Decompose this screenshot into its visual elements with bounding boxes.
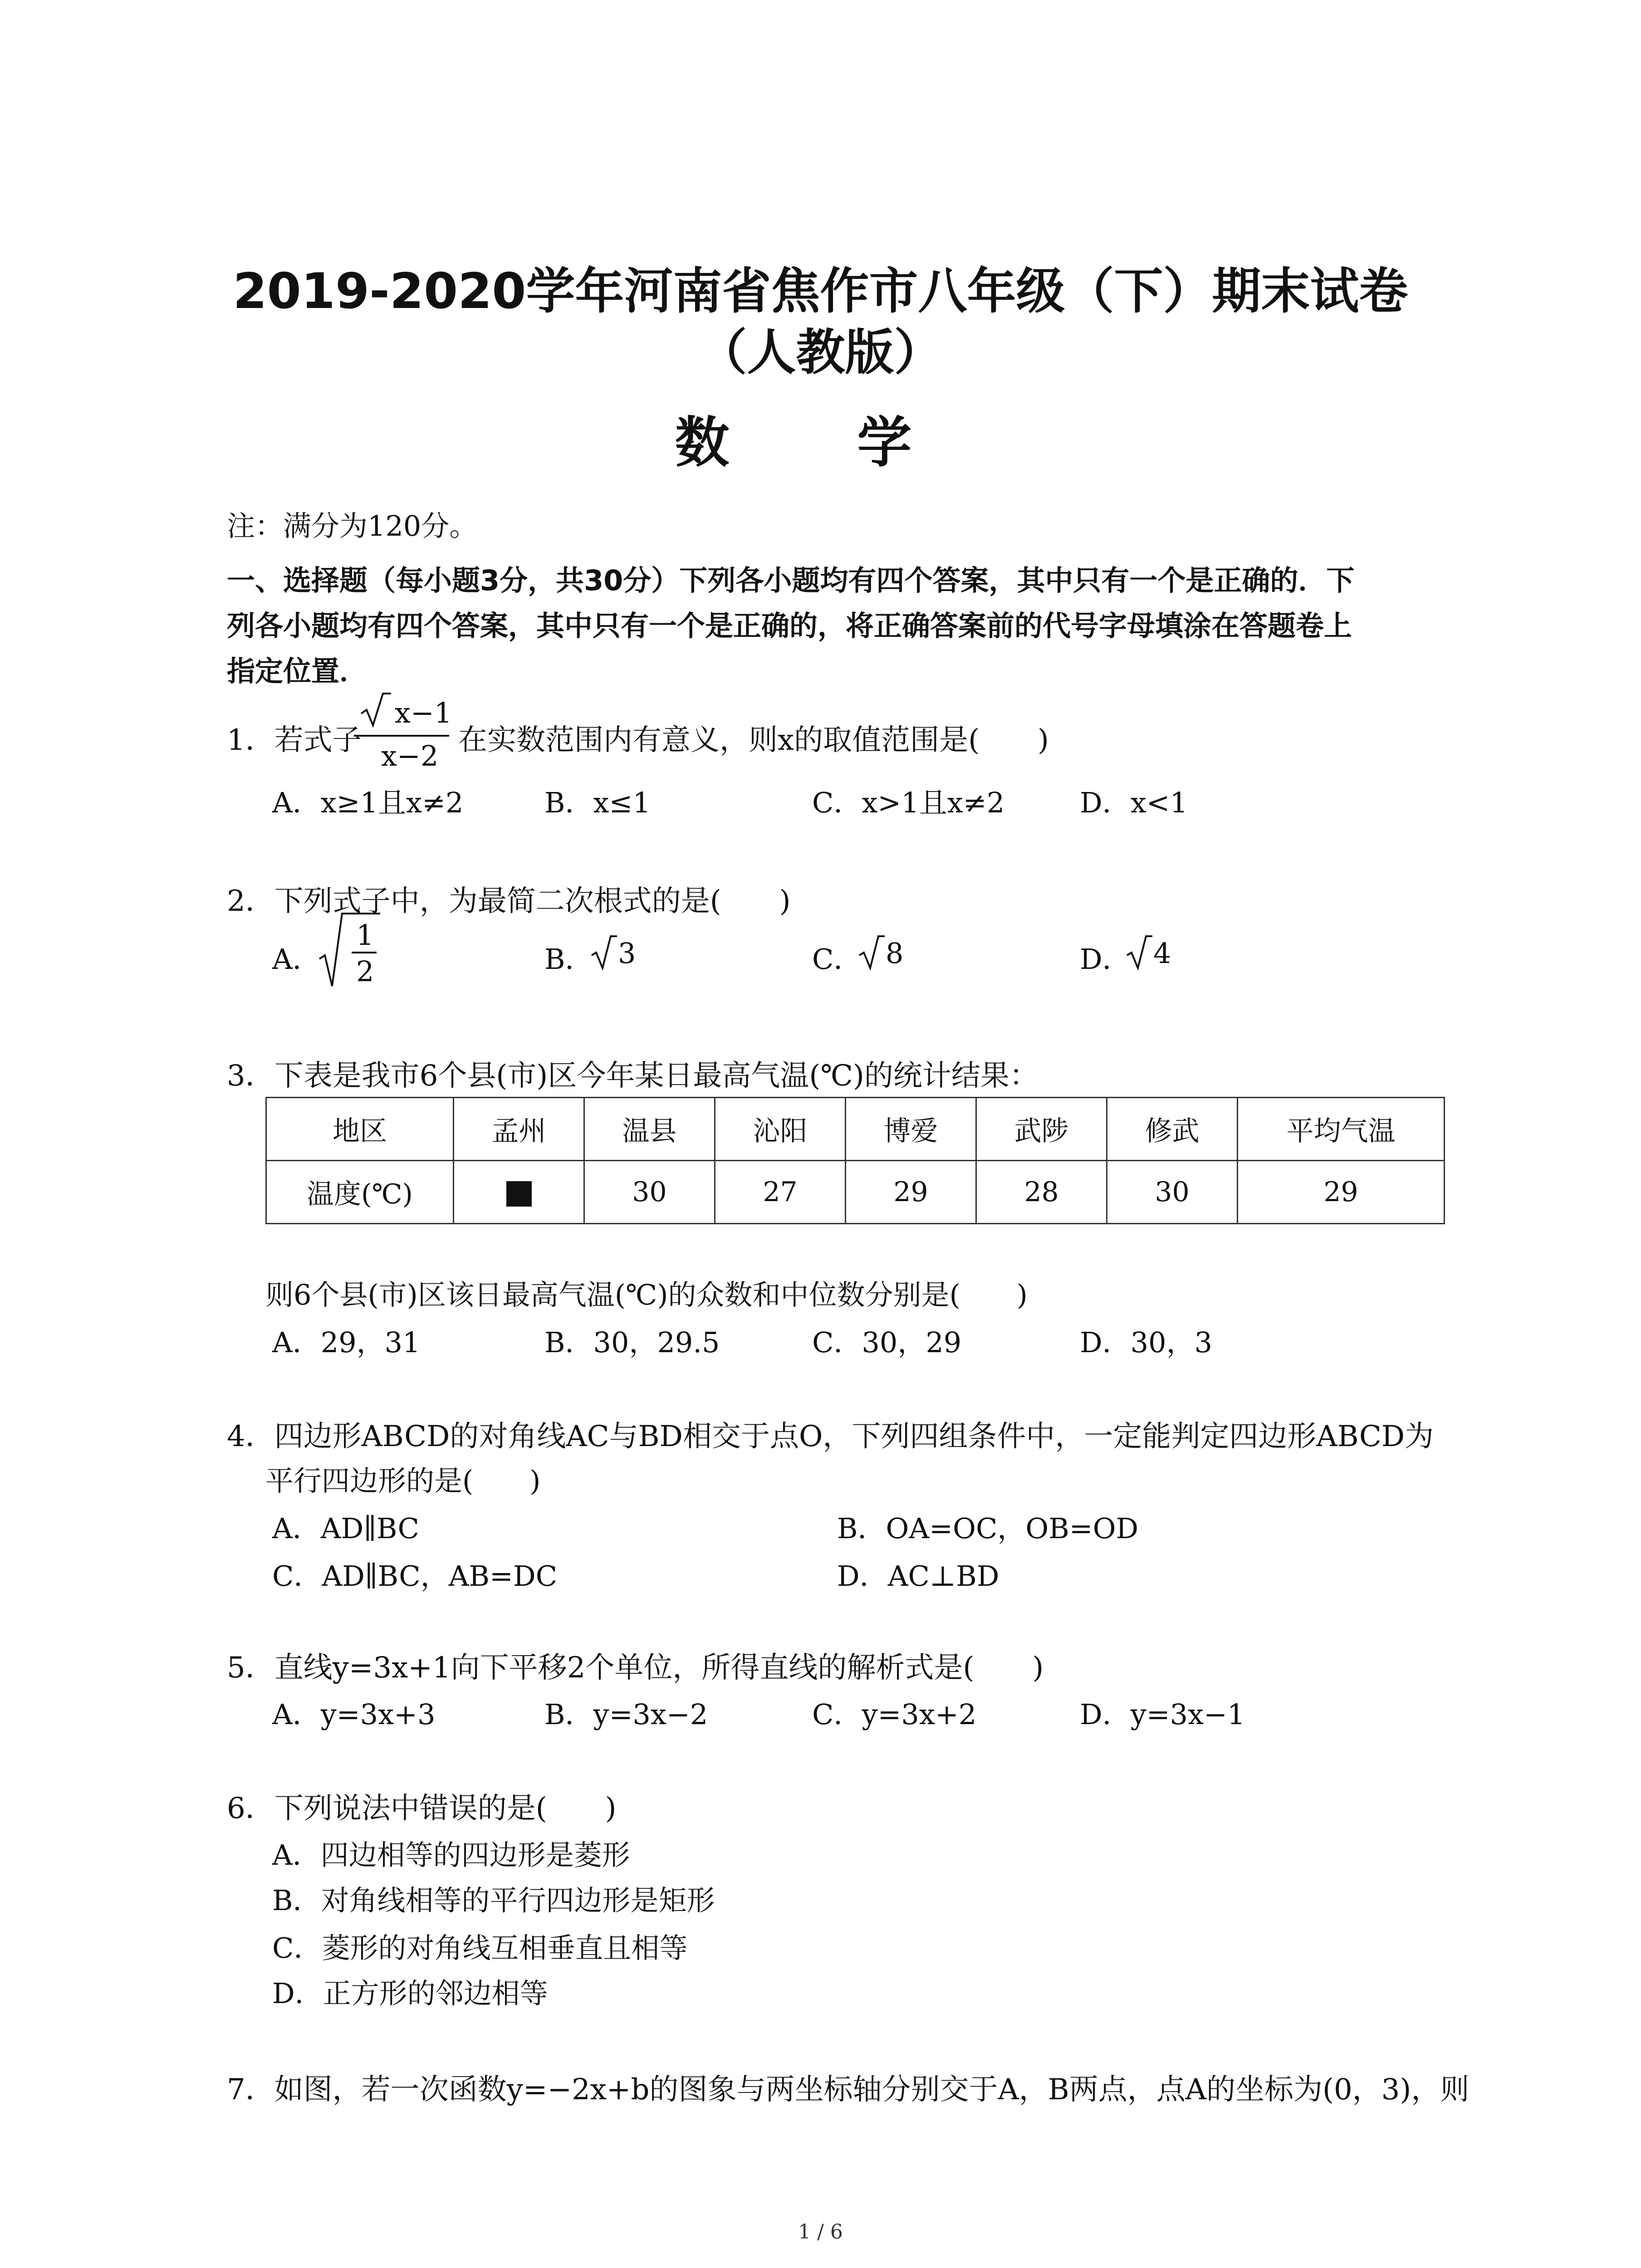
hidden-value-cell bbox=[454, 1161, 584, 1224]
table-cell: 30 bbox=[584, 1161, 715, 1224]
table-header-cell: 平均气温 bbox=[1238, 1098, 1445, 1161]
subject-title: 数 学 bbox=[675, 411, 966, 474]
question-3-option-d: D．30，3 bbox=[1080, 1326, 1213, 1359]
page-number: 1 / 6 bbox=[798, 2220, 843, 2244]
question-2-option-a-numerator: 1 bbox=[356, 919, 374, 952]
question-2-option-c-radicand: 8 bbox=[886, 937, 904, 970]
question-3-option-c: C．30，29 bbox=[812, 1326, 962, 1359]
question-1-option-c: C．x>1且x≠2 bbox=[812, 786, 1005, 819]
question-2-stem: 2．下列式子中，为最简二次根式的是( ) bbox=[227, 885, 791, 918]
question-7-stem: 7．如图，若一次函数y=−2x+b的图象与两坐标轴分别交于A，B两点，点A的坐标为(0，3)，则 bbox=[227, 2073, 1470, 2107]
question-1-option-d: D．x<1 bbox=[1080, 786, 1188, 819]
question-1-numerator: x−1 bbox=[395, 696, 452, 729]
table-cell: 30 bbox=[1107, 1161, 1238, 1224]
question-5-stem: 5．直线y=3x+1向下平移2个单位，所得直线的解析式是( ) bbox=[227, 1651, 1044, 1685]
question-6-option-b: B．对角线相等的平行四边形是矩形 bbox=[272, 1884, 715, 1917]
question-3-option-a: A．29，31 bbox=[272, 1326, 421, 1359]
question-6-option-c: C．菱形的对角线互相垂直且相等 bbox=[272, 1931, 688, 1965]
question-2-option-d-radicand: 4 bbox=[1153, 937, 1171, 970]
sqrt-bar bbox=[348, 913, 380, 914]
question-1-prefix: 1．若式子 bbox=[227, 723, 362, 757]
question-2-option-c-label: C． bbox=[812, 943, 862, 976]
question-6-stem: 6．下列说法中错误的是( ) bbox=[227, 1792, 617, 1825]
question-4-stem-line1: 4．四边形ABCD的对角线AC与BD相交于点O，下列四组条件中，一定能判定四边形ABCD为 bbox=[227, 1420, 1434, 1453]
question-1-denominator: x−2 bbox=[381, 739, 439, 772]
question-1-suffix: 在实数范围内有意义，则x的取值范围是( ) bbox=[458, 723, 1049, 757]
sqrt-sign-icon bbox=[318, 912, 349, 989]
table-header-cell: 孟州 bbox=[454, 1098, 584, 1161]
sqrt-sign-icon bbox=[359, 692, 391, 728]
question-3-stem: 3．下表是我市6个县(市)区今年某日最高气温(℃)的统计结果： bbox=[227, 1059, 1038, 1093]
temperature-table bbox=[265, 1097, 1445, 1224]
question-1-option-b: B．x≤1 bbox=[544, 786, 651, 819]
table-header-cell: 地区 bbox=[266, 1098, 454, 1161]
question-5-option-a: A．y=3x+3 bbox=[272, 1698, 436, 1731]
score-note: 注：满分为120分。 bbox=[227, 509, 478, 543]
question-2-option-b-radicand: 3 bbox=[618, 937, 636, 970]
question-3-option-b: B．30，29.5 bbox=[544, 1326, 720, 1359]
section-instruction-line1: 一、选择题（每小题3分，共30分）下列各小题均有四个答案，其中只有一个是正确的．下 bbox=[227, 564, 1355, 597]
question-4-option-c: C．AD∥BC，AB=DC bbox=[272, 1559, 558, 1593]
question-5-option-b: B．y=3x−2 bbox=[544, 1698, 708, 1731]
table-header-cell: 博爱 bbox=[846, 1098, 976, 1161]
section-instruction-line3: 指定位置． bbox=[227, 655, 368, 688]
black-square-icon bbox=[506, 1181, 532, 1207]
table-header-cell: 沁阳 bbox=[715, 1098, 846, 1161]
fraction-line bbox=[354, 735, 449, 737]
question-2-option-b-label: B． bbox=[544, 943, 593, 976]
table-header-row bbox=[266, 1098, 1445, 1161]
exam-title: 2019-2020学年河南省焦作市八年级（下）期末试卷 bbox=[233, 263, 1408, 320]
fraction-line bbox=[352, 952, 377, 953]
question-6-option-a: A．四边相等的四边形是菱形 bbox=[272, 1838, 630, 1872]
question-4-option-b: B．OA=OC，OB=OD bbox=[837, 1512, 1139, 1545]
question-5-option-d: D．y=3x−1 bbox=[1080, 1698, 1245, 1731]
question-3-followup: 则6个县(市)区该日最高气温(℃)的众数和中位数分别是( ) bbox=[265, 1278, 1028, 1311]
question-2-option-a-denominator: 2 bbox=[356, 955, 374, 988]
question-4-stem-line2: 平行四边形的是( ) bbox=[265, 1464, 541, 1497]
table-cell: 29 bbox=[1238, 1161, 1445, 1224]
table-cell: 27 bbox=[715, 1161, 846, 1224]
question-4-option-d: D．AC⊥BD bbox=[837, 1559, 999, 1593]
table-header-cell: 温县 bbox=[584, 1098, 715, 1161]
question-5-option-c: C．y=3x+2 bbox=[812, 1698, 977, 1731]
table-row bbox=[266, 1161, 1445, 1224]
table-header-cell: 武陟 bbox=[976, 1098, 1107, 1161]
table-cell: 29 bbox=[846, 1161, 976, 1224]
table-cell: 28 bbox=[976, 1161, 1107, 1224]
table-header-cell: 修武 bbox=[1107, 1098, 1238, 1161]
sqrt-sign-icon bbox=[857, 934, 885, 971]
question-4-option-a: A．AD∥BC bbox=[272, 1512, 420, 1545]
sqrt-sign-icon bbox=[1125, 934, 1152, 971]
question-1-option-a: A．x≥1且x≠2 bbox=[272, 786, 464, 819]
section-instruction-line2: 列各小题均有四个答案，其中只有一个是正确的，将正确答案前的代号字母填涂在答题卷上 bbox=[227, 609, 1352, 642]
question-2-option-d-label: D． bbox=[1080, 943, 1131, 976]
table-row-label: 温度(℃) bbox=[266, 1161, 454, 1224]
exam-edition: （人教版） bbox=[698, 324, 943, 381]
question-6-option-d: D．正方形的邻边相等 bbox=[272, 1977, 548, 2010]
question-2-option-a-label: A． bbox=[272, 943, 321, 976]
sqrt-sign-icon bbox=[590, 934, 617, 971]
